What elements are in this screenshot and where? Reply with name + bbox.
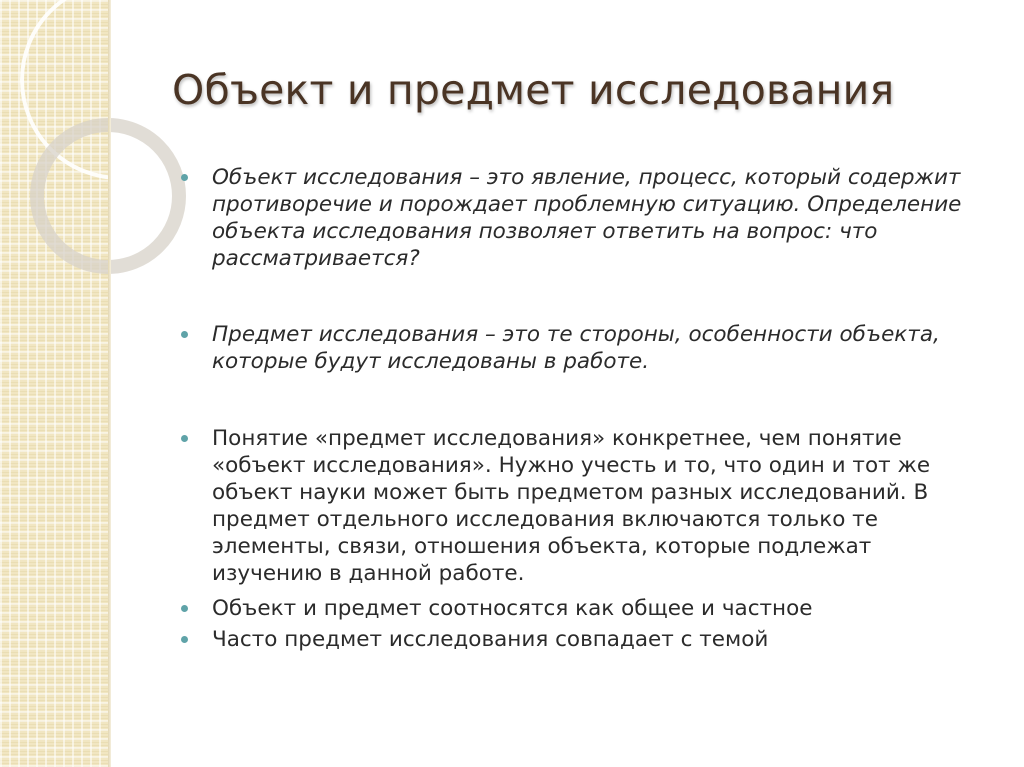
decorative-side-panel bbox=[0, 0, 108, 767]
bullet-dot-icon bbox=[181, 174, 188, 181]
bullet-item-general-particular bbox=[178, 595, 978, 622]
bullet-dot-icon bbox=[181, 435, 188, 442]
side-panel-divider bbox=[108, 0, 111, 767]
bullet-dot-icon bbox=[181, 605, 188, 612]
bullet-text: Объект и предмет соотносятся как общее и частное bbox=[212, 596, 813, 621]
bullet-text: Объект исследования – это явление, процесс, который содержит противоречие и порождает проблемную ситуацию. Определение объекта исследования позволяет ответить на вопрос: что рассматривается? bbox=[212, 165, 962, 271]
bullet-item-subject-concept bbox=[178, 425, 978, 587]
bullet-dot-icon bbox=[181, 331, 188, 338]
bullet-list bbox=[178, 164, 978, 653]
bullet-item-subject-theme bbox=[178, 626, 978, 653]
bullet-item-object-definition bbox=[178, 164, 978, 272]
bullet-text: Часто предмет исследования совпадает с темой bbox=[212, 627, 769, 652]
bullet-item-subject-definition bbox=[178, 321, 978, 375]
slide-title: Объект и предмет исследования bbox=[172, 66, 895, 114]
bullet-dot-icon bbox=[181, 636, 188, 643]
bullet-text: Предмет исследования – это те стороны, особенности объекта, которые будут исследованы в работе. bbox=[212, 322, 940, 374]
bullet-text: Понятие «предмет исследования» конкретнее, чем понятие «объект исследования». Нужно учесть и то, что один и тот же объект науки может быть предметом разных исследований. В предмет отдельного исследования включаются только те элементы, связи, отношения объекта, которые подлежат изучению в данной работе. bbox=[212, 426, 931, 586]
